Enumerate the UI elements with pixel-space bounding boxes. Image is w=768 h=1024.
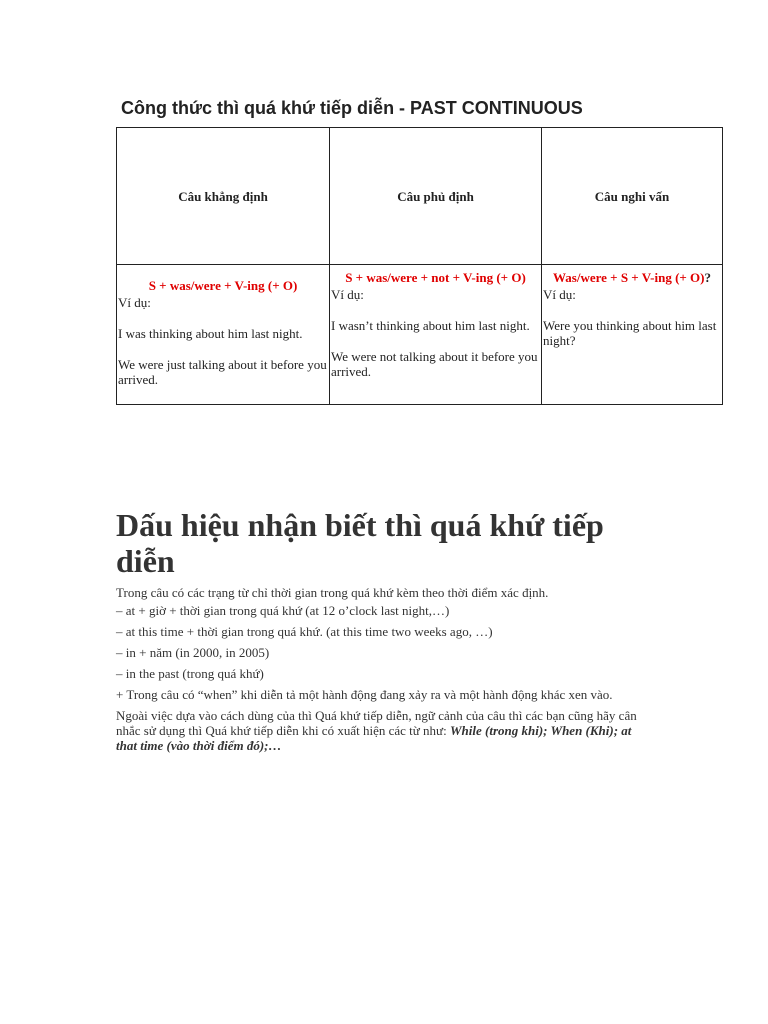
list-item: – at this time + thời gian trong quá khứ. (at this time two weeks ago, …) [116,624,493,639]
list-item: – in + năm (in 2000, in 2005) [116,645,270,660]
page-title: Công thức thì quá khứ tiếp diễn - PAST CONTINUOUS [121,98,583,118]
example-label: Ví dụ: [543,287,576,302]
example-sentence: We were not talking about it before you arrived. [331,349,538,379]
list-item: + Trong câu có “when” khi diễn tả một hành động đang xảy ra và một hành động khác xen vào. [116,687,613,702]
closing-paragraph [116,708,646,753]
example-sentence: We were just talking about it before you arrived. [118,357,327,387]
closing-text: Ngoài việc dựa vào cách dùng của thì Quá khứ tiếp diễn, ngữ cảnh của câu thì các bạn cũng hãy cân nhắc sử dụng thì Quá khứ tiếp diễn khi có xuất hiện các từ như: [116,708,637,738]
formula-question-mark: ? [704,270,711,285]
formula-text: Was/were + S + V-ing (+ O) [553,270,705,285]
closing-emphasis: While (trong khi); When (Khi); at that time (vào thời điểm đó);… [116,723,632,753]
formula-affirmative: S + was/were + V-ing (+ O) [148,278,298,293]
example-sentence: Were you thinking about him last night? [543,318,717,348]
section-body [116,585,646,759]
table-header-row [117,128,723,265]
example-sentence: I was thinking about him last night. [118,326,303,341]
cell-affirmative [117,265,330,405]
header-affirmative: Câu khẳng định [117,128,330,265]
table-body-row [117,265,723,405]
header-interrogative: Câu nghi vấn [542,128,723,265]
intro-paragraph: Trong câu có các trạng từ chỉ thời gian trong quá khứ kèm theo thời điểm xác định. [116,585,549,600]
section-heading: Dấu hiệu nhận biết thì quá khứ tiếp diễn [116,507,604,579]
example-label: Ví dụ: [118,295,151,310]
example-sentence: I wasn’t thinking about him last night. [331,318,530,333]
formula-table [116,127,723,405]
example-label: Ví dụ: [331,287,364,302]
formula-interrogative [542,270,722,285]
list-item: – at + giờ + thời gian trong quá khứ (at 12 o’clock last night,…) [116,603,450,618]
cell-interrogative [542,265,723,405]
formula-negative: S + was/were + not + V-ing (+ O) [345,270,526,285]
list-item: – in the past (trong quá khứ) [116,666,264,681]
cell-negative [330,265,542,405]
header-negative: Câu phủ định [330,128,542,265]
